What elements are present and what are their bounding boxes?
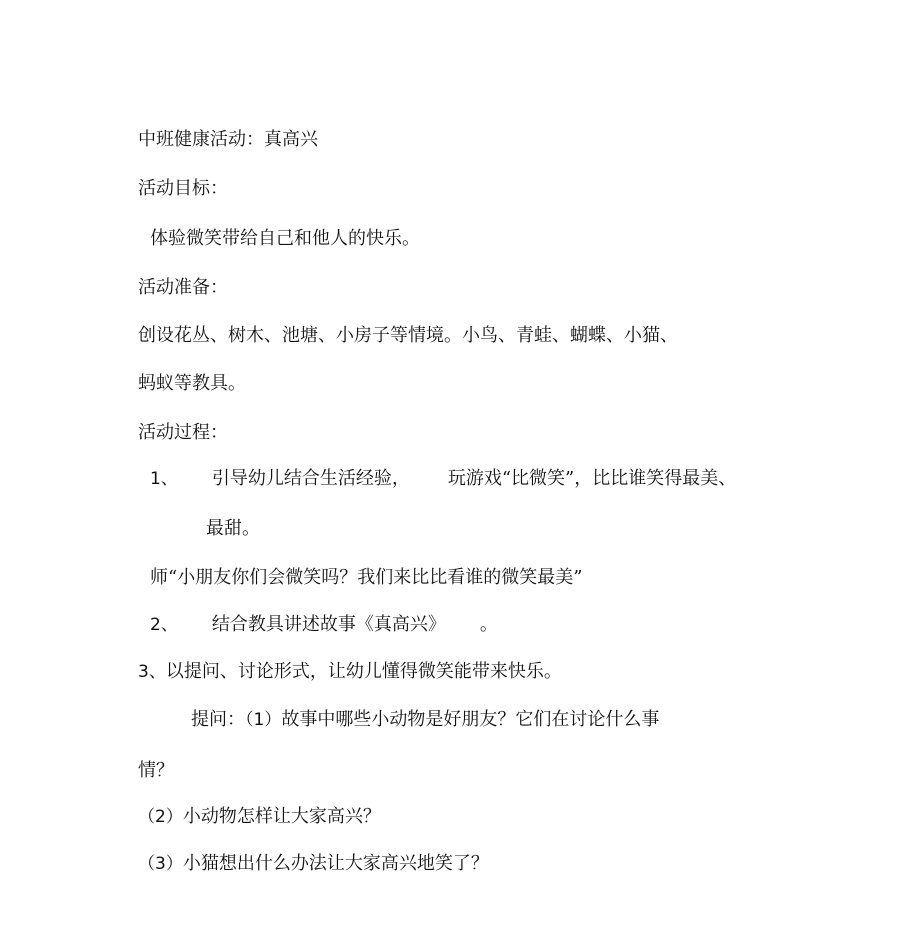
process-heading: 活动过程：	[138, 422, 228, 443]
step-1-part-1: 引导幼儿结合生活经验，	[211, 468, 410, 489]
question-2	[138, 805, 381, 829]
goal-heading: 活动目标：	[138, 178, 228, 199]
question-2-number: （2）	[138, 807, 183, 827]
question-1	[191, 708, 659, 732]
goal-text: 体验微笑带给自己和他人的快乐。	[150, 228, 420, 249]
step-1	[150, 467, 736, 491]
step-2-text: 结合教具讲述故事《真高兴》	[211, 614, 446, 635]
prep-heading: 活动准备：	[138, 277, 228, 298]
question-1-text: 故事中哪些小动物是好朋友？它们在讨论什么事	[281, 709, 660, 730]
prep-line-1: 创设花丛、树木、池塘、小房子等情境。小鸟、青蛙、蝴蝶、小猫、	[138, 325, 678, 346]
question-2-text: 小动物怎样让大家高兴？	[182, 806, 381, 827]
step-3	[138, 660, 562, 684]
document-title: 中班健康活动：真高兴	[138, 129, 318, 150]
question-3-number: （3）	[138, 854, 183, 874]
question-label: 提问：	[191, 709, 245, 730]
question-3	[138, 852, 489, 876]
step-1-number: 1、	[150, 469, 178, 489]
step-3-number: 3、	[138, 662, 166, 682]
step-1-part-2: 玩游戏“比微笑”，比比谁笑得最美、	[447, 468, 737, 489]
step-2-number: 2、	[150, 615, 178, 635]
teacher-line: 师“小朋友你们会微笑吗？我们来比比看谁的微笑最美”	[150, 567, 583, 588]
prep-line-2: 蚂蚁等教具。	[138, 373, 246, 394]
step-2	[150, 613, 498, 637]
question-1-number: （1）	[245, 710, 282, 730]
question-1-continuation: 情？	[138, 760, 174, 781]
step-3-text: 以提问、讨论形式，让幼儿懂得微笑能带来快乐。	[165, 661, 562, 682]
question-3-text: 小猫想出什么办法让大家高兴地笑了？	[182, 853, 489, 874]
step-1-continuation: 最甜。	[206, 518, 260, 539]
step-2-end: 。	[479, 614, 498, 635]
